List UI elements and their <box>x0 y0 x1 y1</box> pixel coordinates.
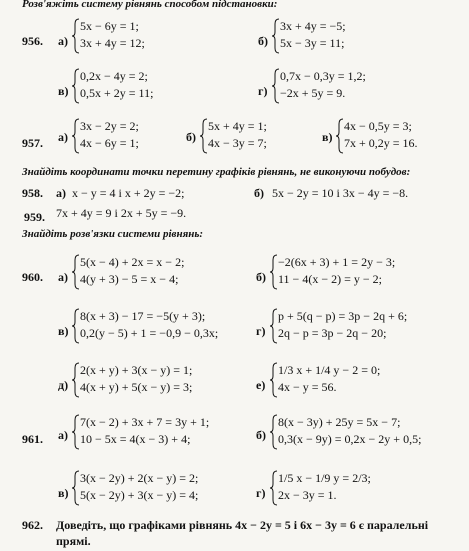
problem-960g-label: г) <box>256 324 266 338</box>
problem-956a-label: а) <box>58 34 68 48</box>
problem-960a-label: а) <box>58 270 68 284</box>
equation: 1/3 x + 1/4 y − 2 = 0; <box>278 363 381 377</box>
equation: 4x − 6y = 1; <box>80 136 139 150</box>
problem-956b-system <box>272 18 346 52</box>
equation: 3x + 4y = −5; <box>280 19 346 33</box>
brace-icon <box>72 362 80 398</box>
brace-icon <box>72 254 80 290</box>
problem-960g-system <box>270 308 407 342</box>
equation: 0,2(y − 5) + 1 = −0,9 − 0,3x; <box>80 326 219 340</box>
problem-957a-label: а) <box>58 130 68 144</box>
brace-icon <box>270 362 278 398</box>
problem-961-number: 961. <box>22 432 43 446</box>
equation: 4x − 0,5y = 3; <box>344 119 412 133</box>
equation: 11 − 4(x − 2) = y − 2; <box>278 272 382 286</box>
problem-957v-label: в) <box>322 130 333 144</box>
section-heading-intersection: Знайдіть координати точки перетину графіків рівнянь, не виконуючи побудов: <box>22 166 411 178</box>
brace-icon <box>270 414 278 450</box>
problem-961b-system <box>270 414 421 448</box>
problem-961g-label: г) <box>256 486 266 500</box>
equation: 4x − 3y = 7; <box>208 136 267 150</box>
brace-icon <box>272 68 280 104</box>
problem-956g-system <box>272 68 366 102</box>
equation: 2(x + y) + 3(x − y) = 1; <box>80 363 193 377</box>
equation: −2(6x + 3) + 1 = 2y − 3; <box>278 255 396 269</box>
equation: 0,7x − 0,3y = 1,2; <box>280 69 366 83</box>
section-heading-systems: Знайдіть розв'язки системи рівнянь: <box>22 228 204 240</box>
problem-961v-system <box>72 470 198 504</box>
problem-957b-label: б) <box>186 130 196 144</box>
equation: 5(x − 4) + 2x = x − 2; <box>80 255 185 269</box>
problem-958b-equations: 5x − 2y = 10 і 3x − 4y = −8. <box>272 186 409 200</box>
problem-962-text-line2: прямі. <box>56 534 91 548</box>
equation: 4(x + y) + 5(x − y) = 3; <box>80 380 193 394</box>
equation: 8(x + 3) − 17 = −5(y + 3); <box>80 309 206 323</box>
brace-icon <box>200 118 208 154</box>
problem-960-number: 960. <box>22 270 43 284</box>
problem-961a-label: а) <box>58 428 68 442</box>
problem-960d-system <box>72 362 192 396</box>
problem-960a-system <box>72 254 184 288</box>
brace-icon <box>72 118 80 154</box>
equation: −2x + 5y = 9. <box>280 86 346 100</box>
problem-957b-system <box>200 118 267 152</box>
equation: p + 5(q − p) = 3p − 2q + 6; <box>278 309 408 323</box>
equation: 8(x − 3y) + 25y = 5x − 7; <box>278 415 401 429</box>
problem-959-equations: 7x + 4y = 9 і 2x + 5y = −9. <box>56 206 187 220</box>
equation: 4(y + 3) − 5 = x − 4; <box>80 272 179 286</box>
problem-956v-system <box>72 68 153 102</box>
problem-962-number: 962. <box>22 518 43 532</box>
problem-959-number: 959. <box>24 210 45 224</box>
problem-960e-system <box>270 362 380 396</box>
equation: 5x − 3y = 11; <box>280 36 345 50</box>
equation: 3x + 4y = 12; <box>80 36 145 50</box>
problem-961b-label: б) <box>256 428 266 442</box>
brace-icon <box>272 18 280 54</box>
equation: 0,5x + 2y = 11; <box>80 86 154 100</box>
problem-962-text-line1: Доведіть, що графіками рівнянь 4x − 2y = 5 і 6x − 3y = 6 є паралельні <box>56 518 429 532</box>
equation: 3x − 2y = 2; <box>80 119 139 133</box>
brace-icon <box>270 308 278 344</box>
problem-957v-system <box>336 118 418 152</box>
problem-956a-system <box>72 18 145 52</box>
problem-960v-label: в) <box>58 324 69 338</box>
equation: 4x − y = 56. <box>278 380 337 394</box>
problem-961g-system <box>270 470 371 504</box>
equation: 5x + 4y = 1; <box>208 119 267 133</box>
equation: 2q − p = 3p − 2q − 20; <box>278 326 387 340</box>
equation: 0,3(x − 9y) = 0,2x − 2y + 0,5; <box>278 432 422 446</box>
problem-956g-label: г) <box>258 84 268 98</box>
brace-icon <box>72 18 80 54</box>
problem-960b-label: б) <box>256 270 266 284</box>
equation: 5x − 6y = 1; <box>80 19 139 33</box>
equation: 10 − 5x = 4(x − 3) + 4; <box>80 432 191 446</box>
problem-958a-equations: x − y = 4 і x + 2y = −2; <box>72 186 185 200</box>
problem-960v-system <box>72 308 218 342</box>
brace-icon <box>72 308 80 344</box>
problem-956b-label: б) <box>258 34 268 48</box>
equation: 7(x − 2) + 3x + 7 = 3y + 1; <box>80 415 210 429</box>
section-heading-substitution: Розв'яжіть систему рівнянь способом підстановки: <box>22 0 278 10</box>
problem-957-number: 957. <box>22 136 43 150</box>
problem-958a-label: а) <box>56 186 66 200</box>
brace-icon <box>270 470 278 506</box>
problem-958b-label: б) <box>254 186 264 200</box>
brace-icon <box>72 68 80 104</box>
problem-960b-system <box>270 254 395 288</box>
equation: 0,2x − 4y = 2; <box>80 69 148 83</box>
problem-961v-label: в) <box>58 486 69 500</box>
equation: 5(x − 2y) + 3(x − y) = 4; <box>80 488 199 502</box>
brace-icon <box>336 118 344 154</box>
equation: 1/5 x − 1/9 y = 2/3; <box>278 471 371 485</box>
equation: 2x − 3y = 1. <box>278 488 337 502</box>
problem-957a-system <box>72 118 139 152</box>
problem-956v-label: в) <box>58 84 69 98</box>
brace-icon <box>72 470 80 506</box>
problem-960e-label: е) <box>256 378 266 392</box>
problem-960d-label: д) <box>58 378 69 392</box>
equation: 7x + 0,2y = 16. <box>344 136 418 150</box>
problem-961a-system <box>72 414 209 448</box>
equation: 3(x − 2y) + 2(x − y) = 2; <box>80 471 199 485</box>
problem-958-number: 958. <box>22 186 43 200</box>
brace-icon <box>72 414 80 450</box>
problem-956-number: 956. <box>22 34 43 48</box>
brace-icon <box>270 254 278 290</box>
